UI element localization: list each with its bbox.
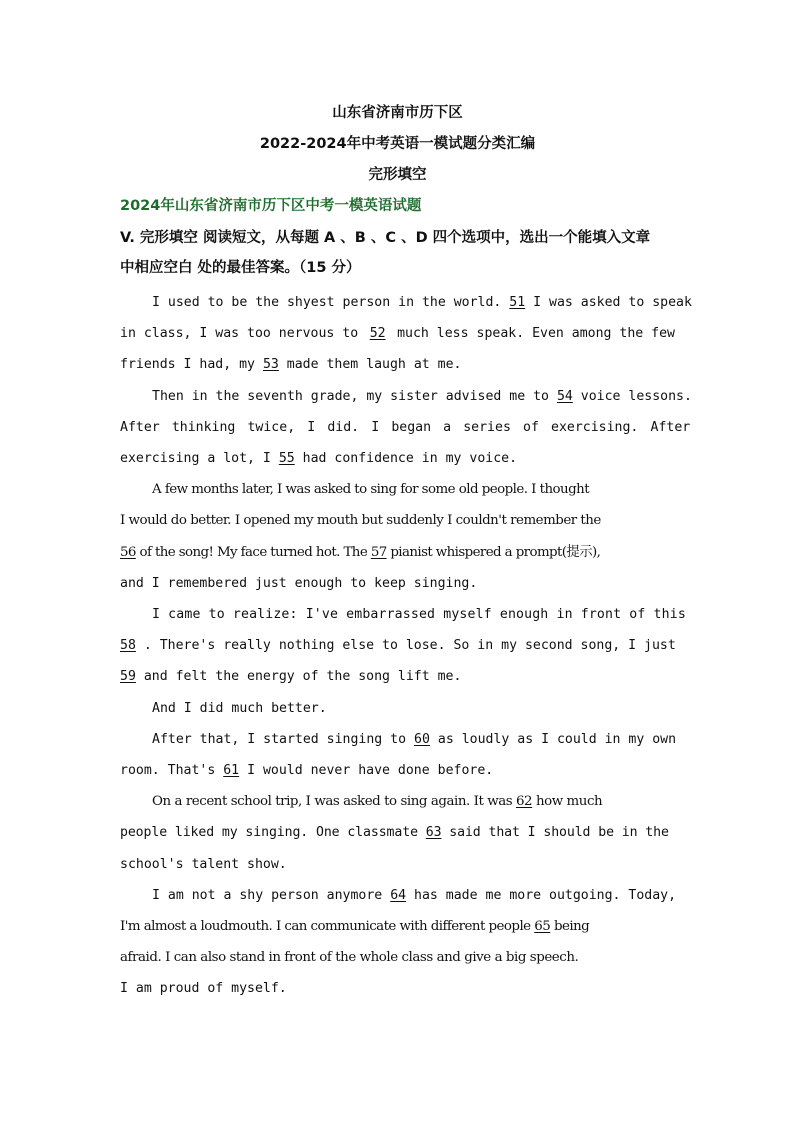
passage-line [120,630,675,661]
passage-line: I am proud of myself. [120,981,287,997]
passage-paragraph-2 [120,381,692,475]
passage-paragraph-3 [120,474,675,599]
passage-line [120,661,675,692]
passage-line [120,724,675,755]
blank-65[interactable]: 65 [534,919,551,935]
passage-paragraph-1 [120,287,692,381]
passage-text: I used to be the shyest person in the world. [152,295,502,310]
passage-line: I would do better. I opened my mouth but suddenly I couldn't remember the [120,513,601,529]
passage-line [120,443,675,474]
passage-line: school's talent show. [120,856,287,872]
blank-61[interactable]: 61 [223,763,240,779]
passage-paragraph-6 [120,724,675,786]
category-title: 完形填空 [368,167,427,183]
instruction-line: V. 完形填空 阅读短文，从每题 A 、B 、C 、D 四个选项中，选出一个能填入文章 [120,230,651,246]
passage-line [120,786,675,817]
blank-57[interactable]: 57 [370,544,387,560]
passage-text: had confidence in my voice. [302,451,518,467]
blank-63[interactable]: 63 [425,825,442,841]
passage-line: A few months later, I was asked to sing for some old people. I thought [152,482,590,498]
blank-58[interactable]: 58 [120,638,136,654]
blank-55[interactable]: 55 [278,451,295,467]
document-page [120,98,692,1005]
passage-text: friends I had, my [120,357,255,373]
instruction-line: 中相应空白 处的最佳答案。（15 分） [120,260,361,276]
passage-text: room. That's [120,763,216,779]
blank-54[interactable]: 54 [556,388,573,404]
passage-text: said that I should be in the [449,825,669,841]
passage-text: being [553,919,590,935]
passage-text: I would never have done before. [247,763,494,779]
blank-51[interactable]: 51 [509,295,526,310]
passage-line [120,817,675,848]
exam-heading: 2024年山东省济南市历下区中考一模英语试题 [120,198,422,214]
passage-text: On a recent school trip, I was asked to sing again. It was [152,794,513,810]
passage-line [120,911,675,942]
passage-line: After thinking twice, I did. I began a series of exercising. After [120,419,691,435]
passage-text: people liked my singing. One classmate [120,825,418,841]
passage-line [120,318,675,349]
passage-text: voice lessons. [580,388,692,404]
blank-60[interactable]: 60 [414,731,430,747]
passage-line [120,287,692,318]
passage-line: afraid. I can also stand in front of the whole class and give a big speech. [120,950,579,966]
passage-line: and I remembered just enough to keep singing. [120,575,478,591]
passage-line [120,381,692,412]
passage-line: And I did much better. [152,700,327,716]
passage-text: made them laugh at me. [286,357,462,373]
cloze-passage [120,287,692,1005]
blank-52[interactable]: 52 [369,326,386,342]
passage-text: After that, I started singing to [152,731,407,747]
passage-paragraph-7 [120,786,675,880]
region-title: 山东省济南市历下区 [332,105,463,121]
passage-text: in class, I was too nervous to [120,326,359,342]
passage-text: much less speak. Even among the few [397,326,675,342]
passage-text: how much [535,794,603,810]
blank-64[interactable]: 64 [390,887,407,903]
collection-title: 2022-2024年中考英语一模试题分类汇编 [259,136,536,152]
blank-56[interactable]: 56 [120,544,136,560]
passage-line [120,349,675,380]
passage-text: as loudly as I could in my own [437,731,677,747]
passage-text: I was asked to speak [533,295,692,310]
passage-line: I came to realize: I've embarrassed myself enough in front of this [152,607,686,623]
passage-text: I am not a shy person anymore [152,887,383,903]
passage-line [120,880,675,911]
passage-line [120,537,675,568]
blank-59[interactable]: 59 [120,669,136,685]
passage-text: . There's really nothing else to lose. So in my second song, I just [143,638,676,654]
blank-62[interactable]: 62 [515,794,533,810]
passage-paragraph-4 [120,599,686,693]
passage-text: of the song! My face turned hot. The [139,544,368,560]
passage-paragraph-8 [120,880,675,1005]
passage-paragraph-5 [120,693,675,724]
blank-53[interactable]: 53 [262,357,279,373]
passage-text: has made me more outgoing. Today, [414,887,677,903]
passage-text: exercising a lot, I [120,451,271,467]
passage-text: pianist whispered a prompt(提示), [390,544,601,560]
passage-text: I'm almost a loudmouth. I can communicate with different people [120,919,531,935]
passage-text: Then in the seventh grade, my sister advised me to [152,388,549,404]
instructions [120,223,675,283]
passage-text: and felt the energy of the song lift me. [143,669,462,685]
passage-line [120,755,675,786]
